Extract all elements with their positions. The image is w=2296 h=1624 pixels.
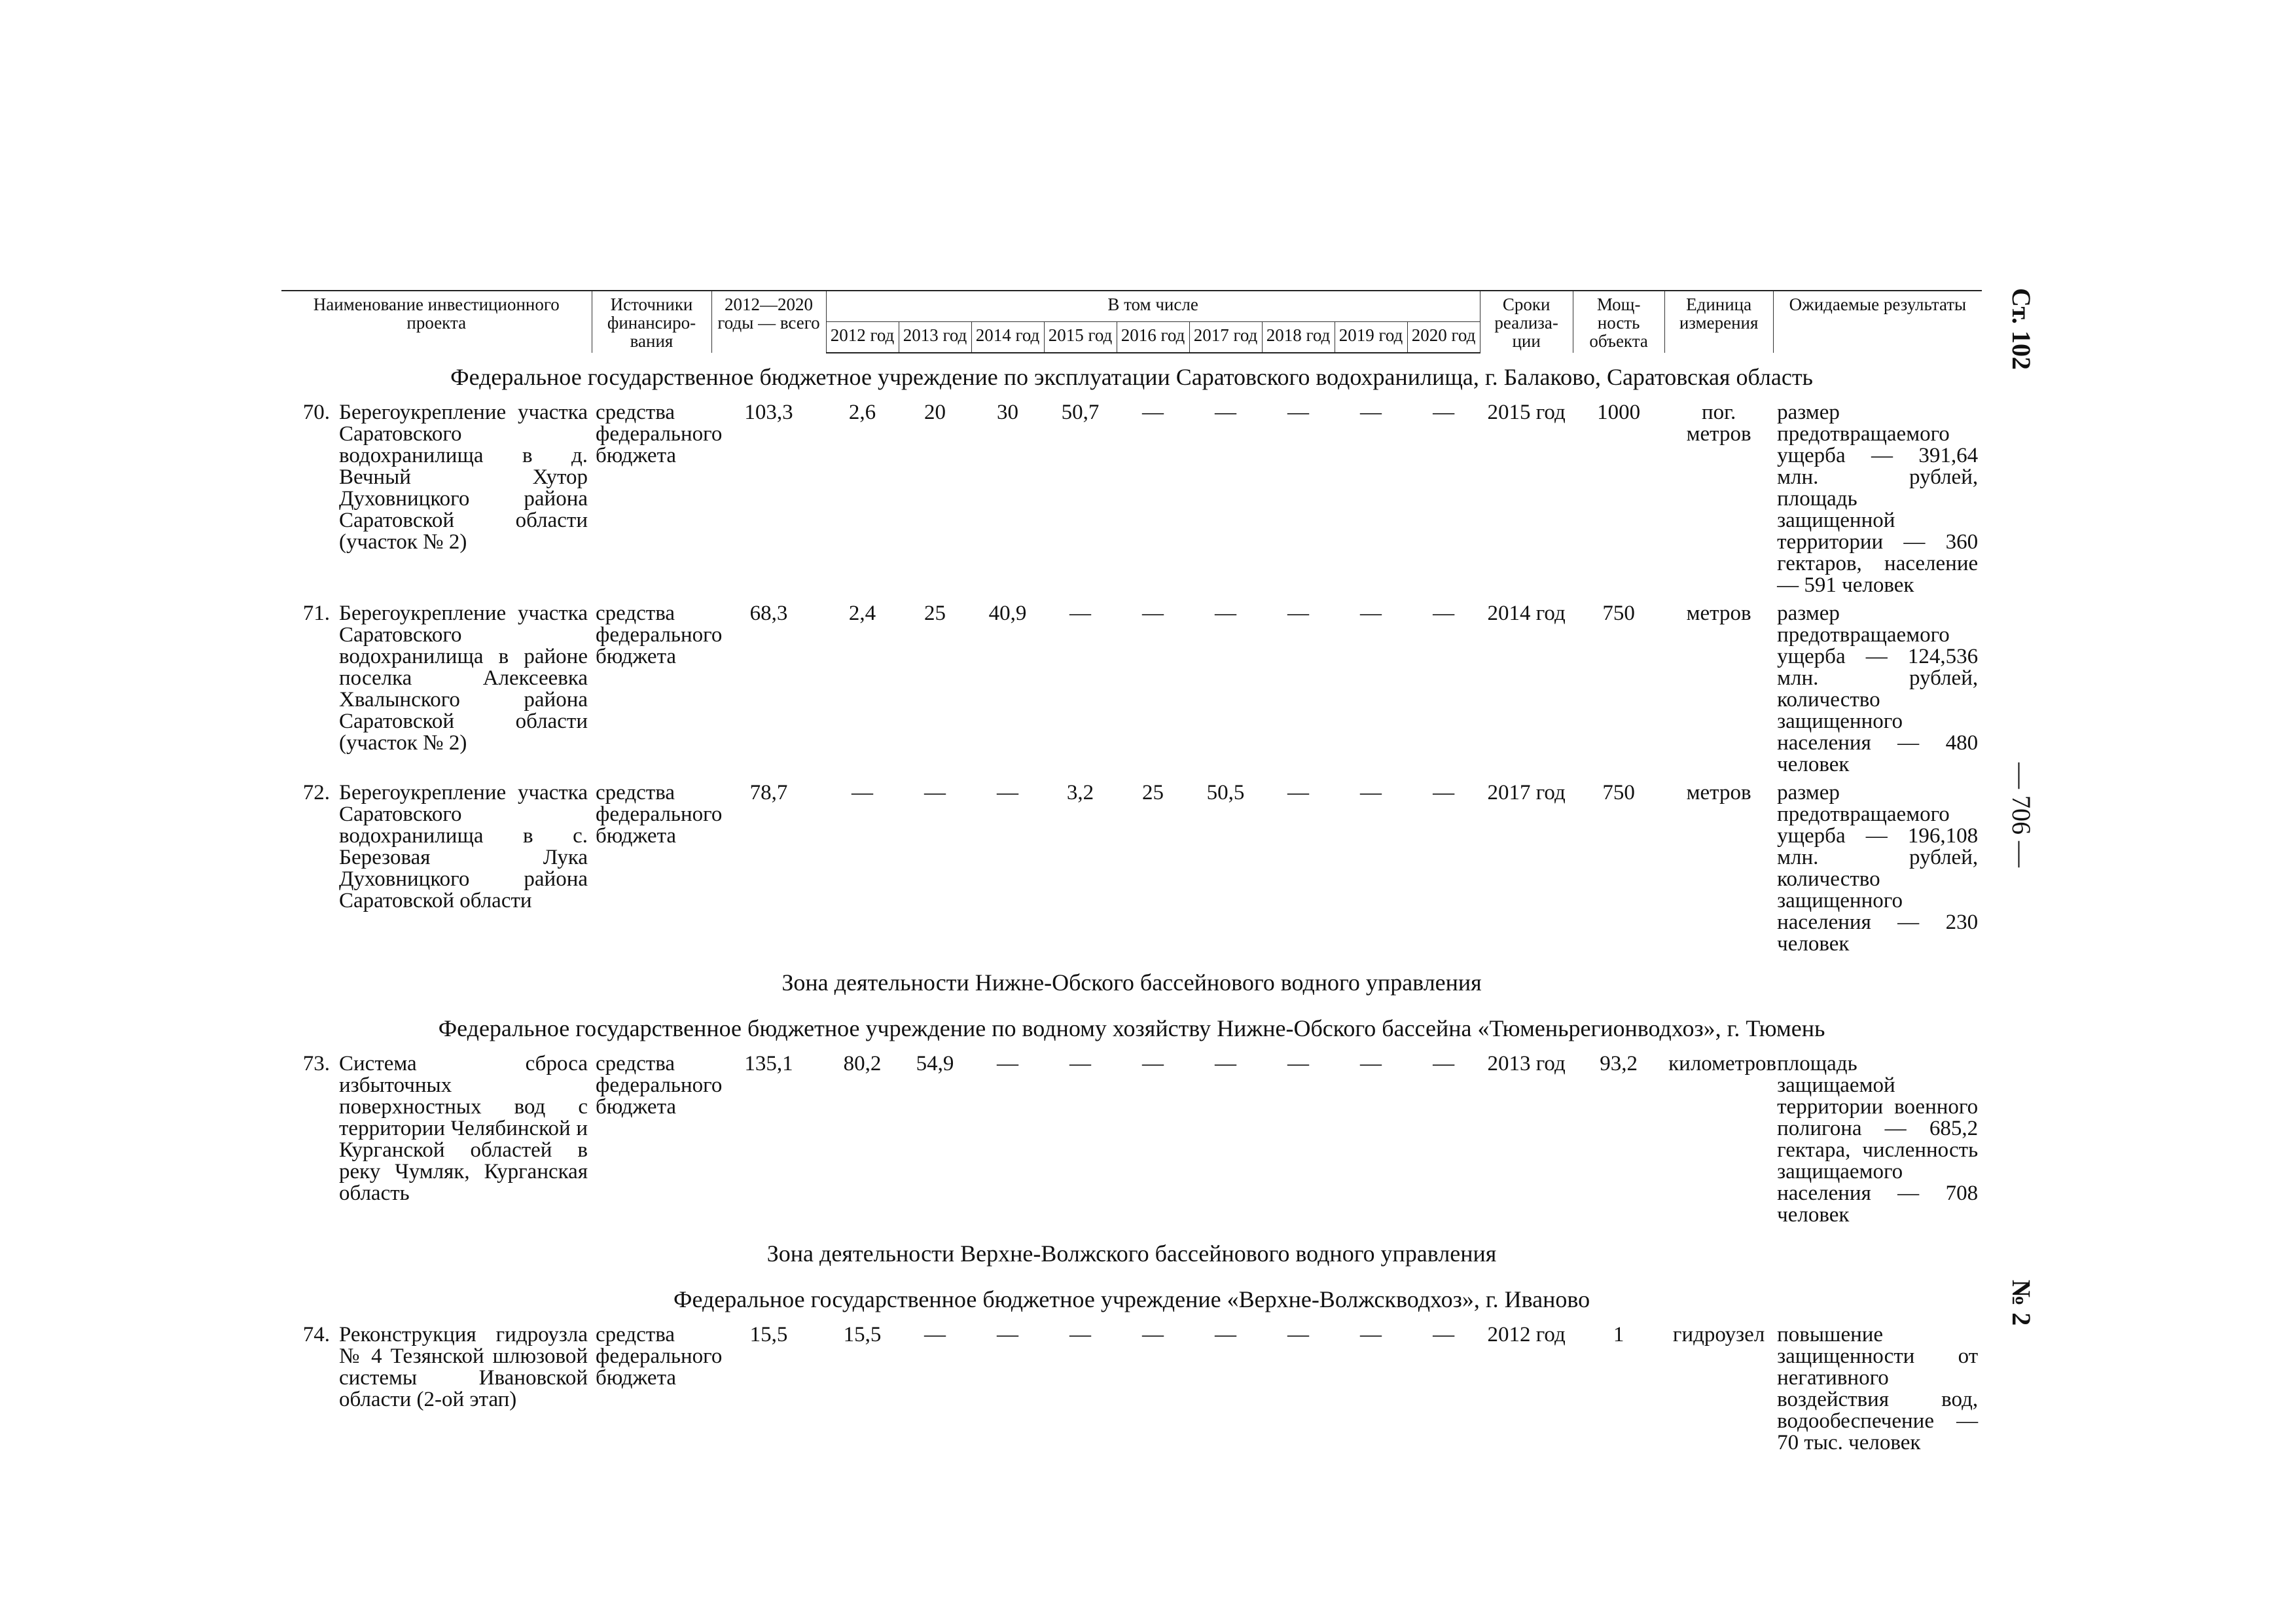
section-heading: Зона деятельности Нижне-Обского бассейнового водного управления (781, 969, 1482, 996)
unit: километров (1668, 1052, 1777, 1075)
project-name: Берегоукрепление участка Саратовского водохранилища в д. Вечный Хутор Духовницкого района Саратовской области (участок № 2) (339, 401, 588, 554)
year-value: — (1287, 602, 1309, 625)
year-value: — (1433, 781, 1455, 804)
year-value: — (1433, 1323, 1455, 1346)
year-value: 80,2 (843, 1052, 882, 1075)
year-value: — (1069, 1323, 1091, 1346)
total-value: 103,3 (744, 401, 793, 424)
row-number: 71. (302, 602, 330, 625)
year-value: — (1215, 401, 1236, 424)
year-value: 3,2 (1066, 781, 1094, 804)
table-body (281, 353, 1982, 1458)
year-value: — (1360, 1323, 1382, 1346)
year-value: — (1142, 1052, 1164, 1075)
year-value: 40,9 (988, 602, 1027, 625)
header-year: 2018 год (1262, 322, 1335, 353)
year-value: — (1215, 1323, 1236, 1346)
project-name: Система сброса избыточных поверхностных вод с территории Челябинской и Курганской областей в реку Чумляк, Курганская область (339, 1052, 588, 1205)
expected-result: повышение защищенности от негативного воздействия вод, водообеспечение — 70 тыс. человек (1777, 1323, 1979, 1454)
year-value: — (1433, 401, 1455, 424)
capacity: 750 (1602, 781, 1635, 804)
year-value: 2,6 (848, 401, 876, 424)
project-name: Берегоукрепление участка Саратовского водохранилища в районе поселка Алексеевка Хвалынского района Саратовской области (участок № 2) (339, 602, 588, 755)
year-value: — (1360, 401, 1382, 424)
table-row (281, 1322, 1982, 1458)
header-unit: Единица измерения (1664, 291, 1773, 353)
term: 2014 год (1487, 602, 1566, 625)
investment-table-container (281, 290, 1982, 1458)
total-value: 68,3 (749, 602, 788, 625)
total-value: 78,7 (749, 781, 788, 804)
header-year: 2016 год (1117, 322, 1189, 353)
unit: гидроузел (1672, 1323, 1765, 1346)
year-value: — (997, 1323, 1018, 1346)
row-number: 74. (302, 1323, 330, 1346)
year-value: — (1142, 401, 1164, 424)
year-value: — (1215, 1052, 1236, 1075)
page-label: Ст. 102 (2007, 288, 2036, 370)
year-value: — (1287, 781, 1309, 804)
year-value: — (1360, 1052, 1382, 1075)
year-value: 25 (924, 602, 946, 625)
year-value: — (1433, 1052, 1455, 1075)
year-value: — (1069, 1052, 1091, 1075)
year-value: — (1287, 1323, 1309, 1346)
year-value: — (1215, 602, 1236, 625)
page-number: — 706 — (2007, 763, 2036, 867)
header-source: Источники финансиро-вания (592, 291, 711, 353)
term: 2017 год (1487, 781, 1566, 804)
table-row (281, 780, 1982, 959)
section-heading: Федеральное государственное бюджетное учреждение по водному хозяйству Нижне-Обского бассейна «Тюменьрегионводхоз», г. Тюмень (438, 1015, 1825, 1041)
year-value: — (1287, 401, 1309, 424)
capacity: 1000 (1597, 401, 1641, 424)
capacity: 1 (1613, 1323, 1624, 1346)
term: 2012 год (1487, 1323, 1566, 1346)
header-term: Сроки реализа-ции (1480, 291, 1573, 353)
unit: метров (1686, 602, 1751, 625)
year-value: — (997, 781, 1018, 804)
table-row (281, 1051, 1982, 1230)
table-header (281, 291, 1982, 353)
table-row (281, 399, 1982, 600)
row-number: 73. (302, 1052, 330, 1075)
expected-result: размер предотвращаемого ущерба — 196,108 млн. рублей, количество защищенного населения — 230 человек (1777, 781, 1979, 956)
header-results: Ожидаемые результаты (1773, 291, 1982, 353)
expected-result: размер предотвращаемого ущерба — 124,536 млн. рублей, количество защищенного населения — 480 человек (1777, 602, 1979, 776)
header-year: 2012 год (826, 322, 899, 353)
unit: пог. метров (1686, 401, 1751, 446)
year-value: — (852, 781, 873, 804)
header-including: В том числе (826, 291, 1480, 322)
header-year: 2014 год (971, 322, 1044, 353)
year-value: 20 (924, 401, 946, 424)
total-value: 135,1 (744, 1052, 793, 1075)
investment-table (281, 290, 1982, 1458)
total-value: 15,5 (749, 1323, 788, 1346)
term: 2015 год (1487, 401, 1566, 424)
section-heading: Федеральное государственное бюджетное учреждение «Верхне-Волжскводхоз», г. Иваново (673, 1286, 1590, 1312)
year-value: — (924, 781, 946, 804)
funding-source: средства федерального бюджета (596, 1052, 723, 1119)
unit: метров (1686, 781, 1751, 804)
term: 2013 год (1487, 1052, 1566, 1075)
section-heading: Федеральное государственное бюджетное учреждение по эксплуатации Саратовского водохранилища, г. Балаково, Саратовская область (450, 364, 1813, 390)
funding-source: средства федерального бюджета (596, 401, 723, 467)
header-year: 2019 год (1335, 322, 1407, 353)
funding-source: средства федерального бюджета (596, 1323, 723, 1390)
year-value: 2,4 (848, 602, 876, 625)
header-year: 2015 год (1044, 322, 1117, 353)
capacity: 93,2 (1600, 1052, 1638, 1075)
year-value: 25 (1142, 781, 1164, 804)
year-value: — (1287, 1052, 1309, 1075)
year-value: — (1360, 781, 1382, 804)
year-value: — (997, 1052, 1018, 1075)
year-value: — (924, 1323, 946, 1346)
row-number: 70. (302, 401, 330, 424)
header-total: 2012—2020 годы — всего (711, 291, 826, 353)
capacity: 750 (1602, 602, 1635, 625)
header-year: 2013 год (899, 322, 971, 353)
year-value: 54,9 (916, 1052, 954, 1075)
year-value: — (1433, 602, 1455, 625)
year-value: — (1069, 602, 1091, 625)
row-number: 72. (302, 781, 330, 804)
year-value: 15,5 (843, 1323, 882, 1346)
header-capacity: Мощ-ность объекта (1573, 291, 1664, 353)
header-year: 2017 год (1189, 322, 1262, 353)
funding-source: средства федерального бюджета (596, 781, 723, 848)
header-year: 2020 год (1407, 322, 1480, 353)
year-value: — (1360, 602, 1382, 625)
year-value: — (1142, 1323, 1164, 1346)
project-name: Реконструкция гидроузла № 4 Тезянской шлюзовой системы Ивановской области (2-ой этап) (339, 1323, 588, 1411)
year-value: 50,5 (1206, 781, 1245, 804)
expected-result: площадь защищаемой территории военного полигона — 685,2 гектара, численность защищаемого населения — 708 человек (1777, 1052, 1979, 1227)
table-row (281, 600, 1982, 780)
year-value: 30 (997, 401, 1018, 424)
year-value: 50,7 (1061, 401, 1100, 424)
year-value: — (1142, 602, 1164, 625)
issue-number: № 2 (2007, 1280, 2036, 1326)
section-heading: Зона деятельности Верхне-Волжского бассейнового водного управления (766, 1240, 1497, 1267)
expected-result: размер предотвращаемого ущерба — 391,64 млн. рублей, площадь защищенной территории — 360 гектаров, население — 591 человек (1777, 401, 1979, 597)
header-name: Наименование инвестиционного проекта (281, 291, 592, 353)
funding-source: средства федерального бюджета (596, 602, 723, 668)
project-name: Берегоукрепление участка Саратовского водохранилища в с. Березовая Лука Духовницкого района Саратовской области (339, 781, 588, 912)
